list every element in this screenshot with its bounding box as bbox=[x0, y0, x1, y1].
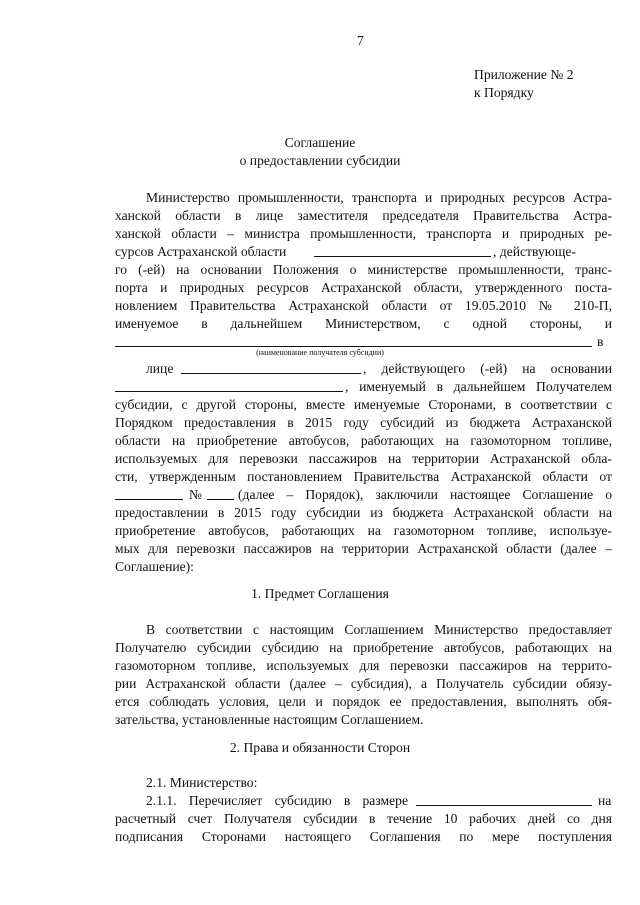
intro-line: субсидии, с другой стороны, вместе именуемые Сторонами, в соответствии с bbox=[115, 397, 612, 412]
clause-2-1-1-end: на bbox=[598, 793, 612, 808]
section-1-line: рии Астраханской области (далее – субсидия), а Получатель субсидии обязу- bbox=[115, 676, 612, 691]
intro-line: го (-ей) на основании Положения о министерстве промышленности, транс- bbox=[115, 262, 612, 277]
section-2-heading: 2. Права и обязанности Сторон bbox=[229, 740, 411, 755]
section-2-line: подписания Сторонами настоящего Соглашения по мере поступления bbox=[115, 829, 612, 844]
word: стороны, bbox=[529, 316, 582, 331]
basis-document-blank bbox=[115, 391, 343, 392]
intro-line-8 bbox=[115, 316, 612, 332]
word: одной bbox=[472, 316, 508, 331]
intro-line: ханской области в лице заместителя председателя Правительства Астра- bbox=[115, 208, 612, 223]
number-sign: № bbox=[189, 487, 202, 502]
intro-line: используемых для перевозки пассажиров на территории Астраханской обла- bbox=[115, 451, 612, 466]
intro-line-4-start: сурсов Астраханской области bbox=[115, 244, 287, 259]
document-title: Соглашение bbox=[284, 135, 356, 150]
word: в bbox=[201, 316, 208, 331]
intro-line-9-end: в bbox=[597, 334, 604, 349]
intro-line: Соглашение): bbox=[115, 559, 194, 574]
intro-line: новлением Правительства Астраханской области от 19.05.2010 № 210-П, bbox=[115, 298, 612, 313]
intro-line-10-start: лице bbox=[146, 361, 174, 376]
intro-line: Порядком предоставления в 2015 году субсидий из бюджета Астраханской bbox=[115, 415, 612, 430]
representative-blank bbox=[181, 373, 361, 374]
intro-line: области на приобретение автобусов, работающих на газомоторном топливе, bbox=[115, 433, 612, 448]
intro-line: порта и природных ресурсов Астраханской области, утвержденного поста- bbox=[115, 280, 612, 295]
section-1-line: зательства, установленные настоящим Соглашением. bbox=[115, 712, 424, 727]
word: именуемое bbox=[115, 316, 179, 331]
resolution-date-blank bbox=[115, 499, 183, 500]
recipient-name-caption: (наименование получателя субсидии) bbox=[256, 348, 384, 357]
section-1-line: ется соблюдать условия, цели и порядок ее предоставления, выполнять обя- bbox=[115, 694, 612, 709]
recipient-name-blank bbox=[115, 346, 592, 347]
page-number: 7 bbox=[357, 33, 364, 48]
intro-line: Министерство промышленности, транспорта и природных ресурсов Астра- bbox=[146, 190, 612, 205]
section-2-line: расчетный счет Получателя субсидии в течение 10 рабочих дней со дня bbox=[115, 811, 612, 826]
word: дальнейшем bbox=[230, 316, 303, 331]
resolution-number-blank bbox=[207, 499, 234, 500]
official-name-blank bbox=[314, 256, 491, 257]
word: с bbox=[443, 316, 450, 331]
intro-line-11-end: , именуемый в дальнейшем Получателем bbox=[345, 379, 612, 394]
intro-line-10-end: , действующего (-ей) на основании bbox=[363, 361, 612, 376]
section-1-line: В соответствии с настоящим Соглашением Министерство предоставляет bbox=[146, 622, 612, 637]
intro-line: мых для перевозки пассажиров на территории Астраханской области (далее – bbox=[115, 541, 612, 556]
word: Министерством, bbox=[325, 316, 421, 331]
word: и bbox=[604, 316, 612, 331]
intro-line-4-end: , действующе- bbox=[493, 244, 576, 259]
document-subtitle: о предоставлении субсидии bbox=[239, 153, 401, 168]
appendix-line-2: к Порядку bbox=[474, 85, 534, 100]
subsidy-amount-blank bbox=[416, 805, 592, 806]
section-1-heading: 1. Предмет Соглашения bbox=[251, 586, 389, 601]
intro-line: приобретение автобусов, работающих на газомоторном топливе, используе- bbox=[115, 523, 612, 538]
intro-line-17-end: (далее – Порядок), заключили настоящее Соглашение о bbox=[238, 487, 612, 502]
intro-line: ханской области – министра промышленности, транспорта и природных ре- bbox=[115, 226, 612, 241]
intro-line: предоставлении в 2015 году субсидии из бюджета Астраханской области на bbox=[115, 505, 612, 520]
section-1-line: газомоторном топливе, используемых для перевозки пассажиров на террито- bbox=[115, 658, 612, 673]
section-1-line: Получателю субсидии субсидию на приобретение автобусов, работающих на bbox=[115, 640, 612, 655]
intro-line: сти, утвержденным постановлением Правительства Астраханской области от bbox=[115, 469, 612, 484]
clause-2-1-1-start: 2.1.1. Перечисляет субсидию в размере bbox=[146, 793, 408, 808]
clause-2-1: 2.1. Министерство: bbox=[146, 775, 258, 790]
appendix-line-1: Приложение № 2 bbox=[474, 67, 574, 82]
